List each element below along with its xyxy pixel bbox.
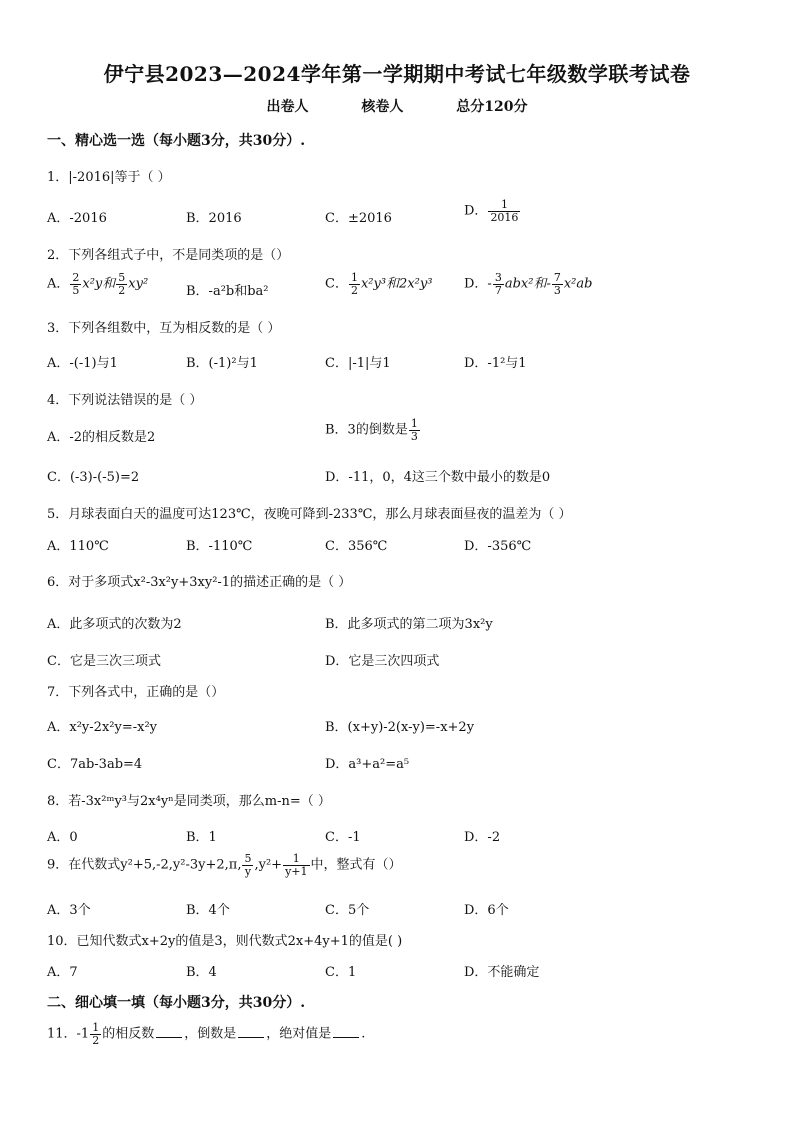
question-3-stem: 3．下列各组数中，互为相反数的是（ ）	[47, 321, 281, 336]
question-11-stem: 11．-1 $\frac{1}{2}$ 的相反数 ，倒数是 ，绝对值是 .	[47, 1021, 366, 1047]
q4-option-c: C．(-3)-(-5)=2	[47, 470, 140, 485]
author-label: 出卷人	[266, 99, 309, 115]
q1-option-d: D． $\frac{1}{2016}$	[464, 198, 519, 224]
q7-option-a: A．x²y-2x²y=-x²y	[47, 720, 157, 735]
q4-option-a: A．-2的相反数是2	[47, 430, 156, 445]
reviewer-label: 核卷人	[361, 99, 404, 115]
question-6-stem: 6．对于多项式x²-3x²y+3xy²-1的描述正确的是（ ）	[47, 575, 352, 590]
q4-option-d: D．-11，0，4这三个数中最小的数是0	[325, 470, 551, 485]
q2-option-a: A． $\frac{2}{5}$ x²y和 $\frac{5}{2}$ xy²	[47, 271, 149, 297]
q3-option-c: C．|-1|与1	[325, 356, 391, 371]
q3-option-a: A．-(-1)与1	[47, 356, 118, 371]
question-10-stem: 10．已知代数式x+2y的值是3，则代数式2x+4y+1的值是( )	[47, 934, 403, 949]
question-9-stem: 9．在代数式y²+5,-2,y²-3y+2,π, $\frac{5}{y}$ ,y²+ $\frac{1}{y+1}$ 中，整式有（）	[47, 852, 402, 878]
q7-option-b: B．(x+y)-2(x-y)=-x+2y	[325, 720, 475, 735]
q9-option-a: A．3个	[47, 903, 91, 918]
exam-title: 伊宁县2023—2024学年第一学期期中考试七年级数学联考试卷	[103, 62, 691, 86]
q3-option-b: B．(-1)²与1	[186, 356, 258, 371]
answer-blank	[156, 1037, 182, 1038]
q3-option-d: D．-1²与1	[464, 356, 527, 371]
question-1-stem: 1．|-2016|等于（ ）	[47, 170, 171, 185]
section-heading-fill: 二、细心填一填（每小题3分，共30分）.	[47, 995, 306, 1011]
q5-option-b: B．-110℃	[186, 539, 253, 554]
q8-option-d: D．-2	[464, 830, 501, 845]
answer-blank	[333, 1037, 359, 1038]
question-2-stem: 2．下列各组式子中，不是同类项的是（）	[47, 248, 290, 263]
q6-option-a: A．此多项式的次数为2	[47, 617, 182, 632]
abs-value: |-2016|	[68, 170, 115, 185]
q10-option-d: D．不能确定	[464, 965, 540, 980]
q8-option-c: C．-1	[325, 830, 361, 845]
q9-option-d: D．6个	[464, 903, 509, 918]
q8-option-b: B．1	[186, 830, 217, 845]
question-5-stem: 5．月球表面白天的温度可达123℃，夜晚可降到-233℃，那么月球表面昼夜的温差为（ ）	[47, 507, 572, 522]
q7-option-d: D．a³+a²=a⁵	[325, 757, 410, 772]
q6-option-c: C．它是三次三项式	[47, 654, 161, 669]
q6-option-b: B．此多项式的第二项为3x²y	[325, 617, 493, 632]
q5-option-d: D．-356℃	[464, 539, 532, 554]
q5-option-a: A．110℃	[47, 539, 109, 554]
q9-option-c: C．5个	[325, 903, 370, 918]
q7-option-c: C．7ab-3ab=4	[47, 757, 143, 772]
q2-option-d: D．- $\frac{3}{7}$ abx²和- $\frac{7}{3}$ x²ab	[464, 271, 593, 297]
section-heading-choice: 一、精心选一选（每小题3分，共30分）.	[47, 133, 306, 149]
q6-option-d: D．它是三次四项式	[325, 654, 440, 669]
q8-option-a: A．0	[47, 830, 78, 845]
q10-option-c: C．1	[325, 965, 357, 980]
q10-option-b: B．4	[186, 965, 217, 980]
q1-option-b: B．2016	[186, 211, 242, 226]
q9-option-b: B．4个	[186, 903, 230, 918]
q1-option-c: C．±2016	[325, 211, 392, 226]
q10-option-a: A．7	[47, 965, 78, 980]
q2-option-b: B．-a²b和ba²	[186, 284, 269, 299]
q4-option-b: B．3的倒数是 $\frac{1}{3}$	[325, 417, 418, 443]
exam-subtitle	[0, 96, 794, 116]
question-4-stem: 4．下列说法错误的是（ ）	[47, 393, 203, 408]
q5-option-c: C．356℃	[325, 539, 388, 554]
question-7-stem: 7．下列各式中，正确的是（）	[47, 685, 225, 700]
q1-option-a: A．-2016	[47, 211, 107, 226]
total-score: 总分120分	[456, 99, 528, 115]
fraction: $\frac{1}{2016}$	[490, 198, 519, 224]
question-8-stem: 8．若-3x²ᵐy³与2x⁴yⁿ是同类项，那么m-n=（ ）	[47, 794, 331, 809]
answer-blank	[238, 1037, 264, 1038]
q2-option-c: C． $\frac{1}{2}$ x²y³和2x²y³	[325, 271, 433, 297]
